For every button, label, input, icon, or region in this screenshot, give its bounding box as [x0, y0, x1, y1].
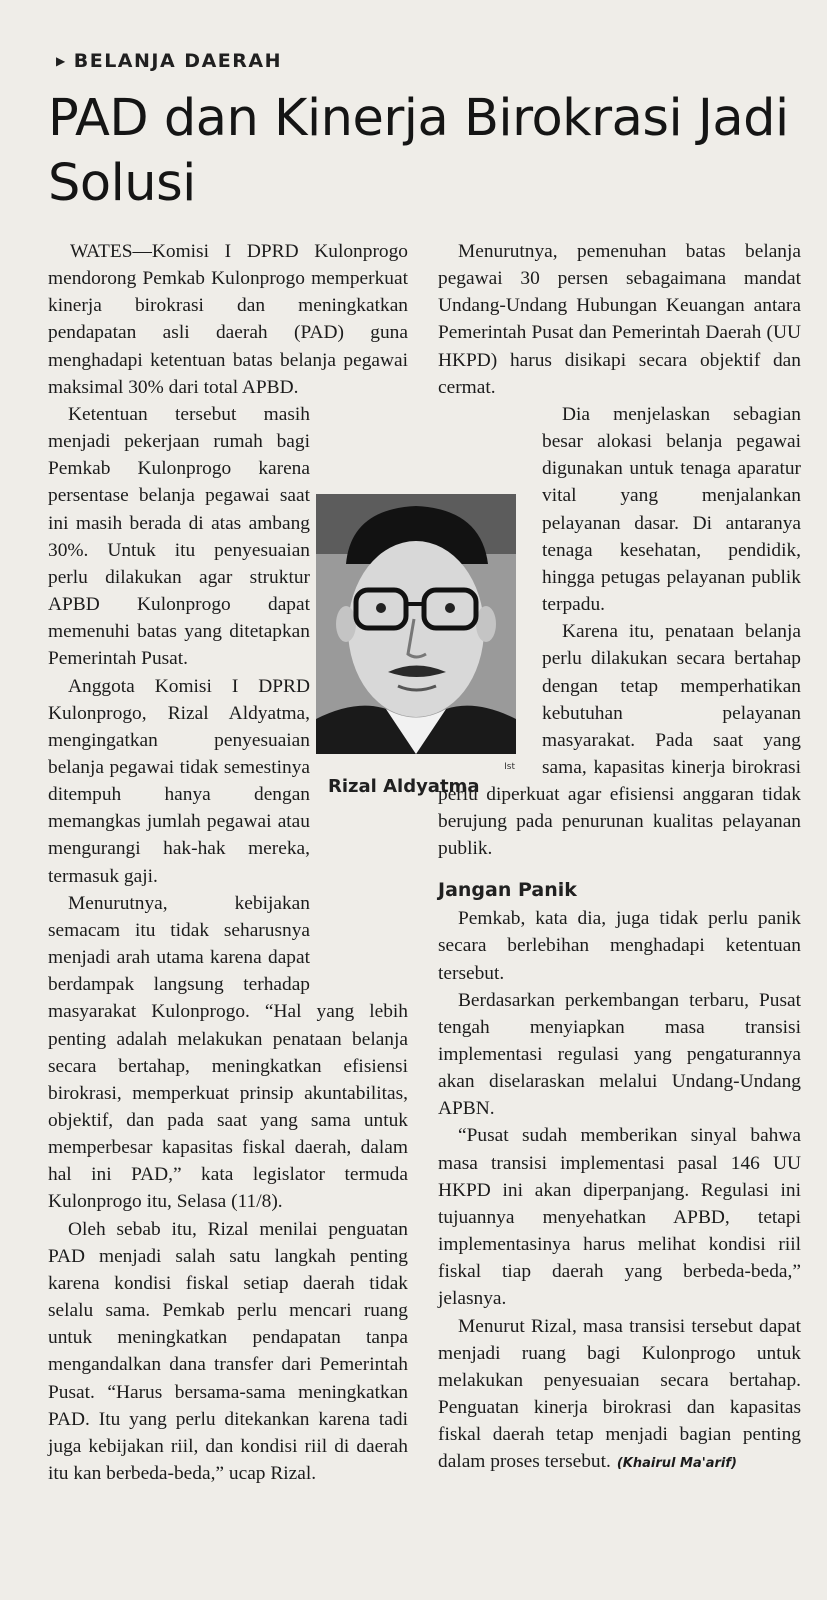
- article-column-right: [438, 238, 801, 1475]
- paragraph: Pemkab, kata dia, juga tidak perlu panik secara berlebihan menghadapi ketentuan tersebut.: [438, 908, 801, 984]
- paragraph: Menurutnya, kebijakan semacam itu tidak seharusnya menjadi arah utama karena dapat berdampak langsung terhadap masyarakat Kulonprogo. “Hal yang lebih penting adalah melakukan penataan belanja secara bertahap, meningkatkan efisiensi birokrasi, memperkuat prinsip akuntabilitas, objektif, dan pada saat yang sama untuk memperbesar kapasitas fiskal daerah, dalam hal ini PAD,” kata legislator termuda Kulonprogo itu, Selasa (11/8).: [48, 892, 408, 1213]
- paragraph: Berdasarkan perkembangan terbaru, Pusat tengah menyiapkan masa transisi implementasi regulasi yang pengaturannya akan diselaraskan melalui Undang-Undang APBN.: [438, 989, 801, 1120]
- portrait-photo: [316, 494, 516, 754]
- portrait-photo-block: [316, 484, 521, 814]
- photo-caption: Rizal Aldyatma: [328, 776, 480, 797]
- byline: (Khairul Ma'arif): [616, 1456, 737, 1472]
- paragraph: Menurutnya, pemenuhan batas belanja pegawai 30 persen sebagaimana mandat Undang-Undang Hubungan Keuangan antara Pemerintah Pusat dan Pemerintah Daerah (UU HKPD) harus disikapi secara objektif dan cermat.: [438, 241, 801, 398]
- photo-credit: Ist: [504, 762, 515, 772]
- paragraph-text: Menurut Rizal, masa transisi tersebut dapat menjadi ruang bagi Kulonprogo untuk melakukan penyesuaian secara bertahap. Penguatan kinerja birokrasi dan kapasitas fiskal daerah tetap menjadi bagian penting dalam proses tersebut.: [438, 1315, 801, 1473]
- triangle-bullet-icon: ▶: [56, 54, 67, 68]
- article-column-left: [48, 238, 408, 1487]
- paragraph-last: [438, 1313, 801, 1476]
- headline: PAD dan Kinerja Birokrasi Jadi Solusi: [48, 89, 789, 214]
- subheading: Jangan Panik: [438, 878, 577, 901]
- paragraph: Karena itu, penataan belanja perlu dilakukan secara bertahap dengan tetap memperhatikan kebutuhan pelayanan masyarakat. Pada saat yang sama, kapasitas kinerja birokrasi perlu diperkuat agar efisiensi anggaran tidak berujung pada penurunan kualitas pelayanan publik.: [438, 621, 801, 860]
- paragraph: Dia menjelaskan sebagian besar alokasi belanja pegawai digunakan untuk tenaga aparatur vital yang menjalankan pelayanan dasar. Di antaranya tenaga kesehatan, pendidik, hingga petugas pelayanan publik terpadu.: [542, 403, 801, 616]
- paragraph: Oleh sebab itu, Rizal menilai penguatan PAD menjadi salah satu langkah penting karena kondisi fiskal setiap daerah tidak selalu sama. Pemkab perlu mencari ruang untuk meningkatkan pendapatan tanpa mengandalkan dana transfer dari Pemerintah Pusat. “Harus bersama-sama meningkatkan PAD. Itu yang perlu ditekankan karena tadi juga kebijakan riil, dan kondisi riil di daerah itu kan berbeda-beda,” ucap Rizal.: [48, 1218, 408, 1485]
- section-rubric: [56, 50, 282, 72]
- rubric-label: BELANJA DAERAH: [73, 50, 282, 72]
- paragraph: “Pusat sudah memberikan sinyal bahwa masa transisi implementasi pasal 146 UU HKPD ini akan diperpanjang. Regulasi ini tujuannya menyehatkan APBD, tetapi implementasinya harus melihat kondisi riil fiskal tiap daerah yang berbeda-beda,” jelasnya.: [438, 1125, 801, 1310]
- paragraph: WATES—Komisi I DPRD Kulonprogo mendorong Pemkab Kulonprogo memperkuat kinerja birokrasi dan meningkatkan pendapatan asli daerah (PAD) guna menghadapi ketentuan batas belanja pegawai maksimal 30% dari total APBD.: [48, 241, 408, 398]
- paragraph: Ketentuan tersebut masih menjadi pekerjaan rumah bagi Pemkab Kulonprogo karena persentase belanja pegawai saat ini masih berada di atas ambang 30%. Untuk itu penyesuaian perlu dilakukan agar struktur APBD Kulonprogo dapat memenuhi batas yang ditetapkan Pemerintah Pusat.: [48, 403, 310, 670]
- paragraph: Anggota Komisi I DPRD Kulonprogo, Rizal Aldyatma, mengingatkan penyesuaian belanja pegawai tidak semestinya ditempuh hanya dengan memangkas jumlah pegawai atau mengurangi hak-hak mereka, termasuk gaji.: [48, 675, 310, 887]
